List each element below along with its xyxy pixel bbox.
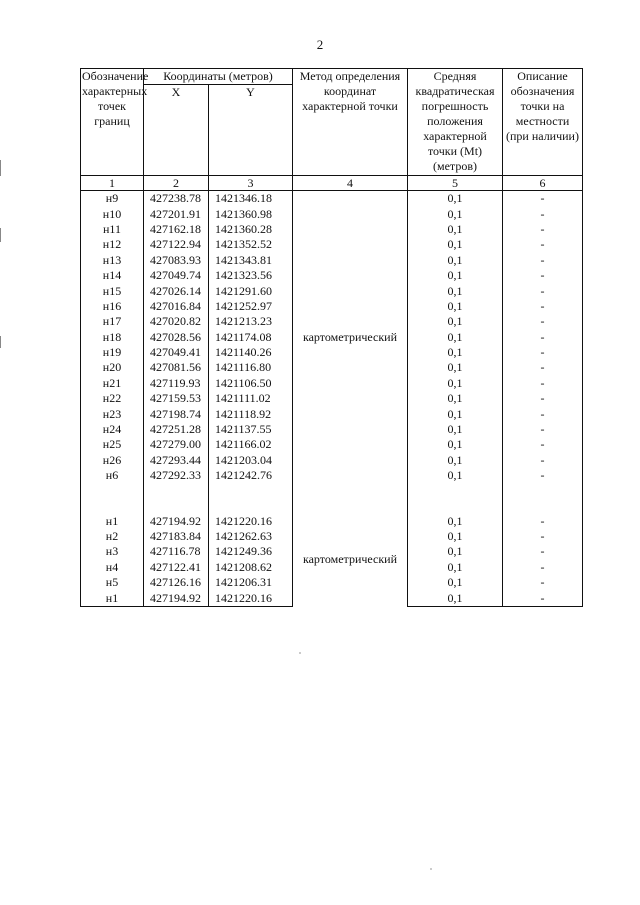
x-coordinate-cell: 427159.53 <box>144 391 209 406</box>
precision-cell: 0,1 <box>408 513 503 528</box>
x-coordinate-cell: 427251.28 <box>144 422 209 437</box>
y-coordinate-cell: 1421249.36 <box>209 544 293 559</box>
table-body <box>81 191 583 607</box>
empty-cell <box>209 483 293 513</box>
y-coordinate-cell: 1421140.26 <box>209 345 293 360</box>
description-cell: - <box>503 575 583 590</box>
scan-speck <box>430 868 432 870</box>
description-cell: - <box>503 268 583 283</box>
precision-cell: 0,1 <box>408 376 503 391</box>
x-coordinate-cell: 427194.92 <box>144 513 209 528</box>
column-number: 1 <box>81 176 144 191</box>
precision-cell: 0,1 <box>408 360 503 375</box>
description-cell: - <box>503 544 583 559</box>
point-id-cell: н15 <box>81 283 144 298</box>
description-cell: - <box>503 422 583 437</box>
y-coordinate-cell: 1421118.92 <box>209 406 293 421</box>
empty-cell <box>408 483 503 513</box>
x-coordinate-cell: 427238.78 <box>144 191 209 207</box>
empty-cell <box>144 483 209 513</box>
column-number: 3 <box>209 176 293 191</box>
y-coordinate-cell: 1421252.97 <box>209 299 293 314</box>
x-coordinate-cell: 427020.82 <box>144 314 209 329</box>
table-row <box>81 191 583 207</box>
description-cell: - <box>503 590 583 606</box>
precision-cell: 0,1 <box>408 191 503 207</box>
x-coordinate-cell: 427279.00 <box>144 437 209 452</box>
description-cell: - <box>503 391 583 406</box>
point-id-cell: н21 <box>81 376 144 391</box>
page-number: 2 <box>316 37 324 52</box>
description-cell: - <box>503 513 583 528</box>
point-id-cell: н26 <box>81 453 144 468</box>
y-coordinate-cell: 1421220.16 <box>209 513 293 528</box>
point-id-cell: н11 <box>81 222 144 237</box>
point-id-cell: н25 <box>81 437 144 452</box>
description-cell: - <box>503 529 583 544</box>
column-number: 5 <box>408 176 503 191</box>
description-cell: - <box>503 314 583 329</box>
x-coordinate-cell: 427201.91 <box>144 206 209 221</box>
precision-cell: 0,1 <box>408 437 503 452</box>
header-method: Метод определения координат характерной точки <box>293 69 408 176</box>
header-x: X <box>144 85 209 176</box>
column-number: 4 <box>293 176 408 191</box>
x-coordinate-cell: 427122.94 <box>144 237 209 252</box>
binding-margin-mark <box>0 160 1 176</box>
description-cell: - <box>503 330 583 345</box>
description-cell: - <box>503 222 583 237</box>
x-coordinate-cell: 427016.84 <box>144 299 209 314</box>
precision-cell: 0,1 <box>408 345 503 360</box>
point-id-cell: н2 <box>81 529 144 544</box>
y-coordinate-cell: 1421262.63 <box>209 529 293 544</box>
precision-cell: 0,1 <box>408 560 503 575</box>
point-id-cell: н23 <box>81 406 144 421</box>
x-coordinate-cell: 427162.18 <box>144 222 209 237</box>
empty-cell <box>503 483 583 513</box>
precision-cell: 0,1 <box>408 453 503 468</box>
table-row <box>81 513 583 528</box>
description-cell: - <box>503 453 583 468</box>
x-coordinate-cell: 427194.92 <box>144 590 209 606</box>
point-id-cell: н18 <box>81 330 144 345</box>
method-cell: картометрический <box>293 191 408 484</box>
header-description: Описание обозначения точки на местности (при наличии) <box>503 69 583 176</box>
description-cell: - <box>503 468 583 483</box>
x-coordinate-cell: 427198.74 <box>144 406 209 421</box>
precision-cell: 0,1 <box>408 544 503 559</box>
y-coordinate-cell: 1421323.56 <box>209 268 293 283</box>
y-coordinate-cell: 1421213.23 <box>209 314 293 329</box>
point-id-cell: н1 <box>81 513 144 528</box>
description-cell: - <box>503 345 583 360</box>
point-id-cell: н17 <box>81 314 144 329</box>
point-id-cell: н1 <box>81 590 144 606</box>
precision-cell: 0,1 <box>408 268 503 283</box>
description-cell: - <box>503 253 583 268</box>
empty-cell <box>293 483 408 513</box>
point-id-cell: н22 <box>81 391 144 406</box>
column-number: 2 <box>144 176 209 191</box>
precision-cell: 0,1 <box>408 391 503 406</box>
precision-cell: 0,1 <box>408 206 503 221</box>
point-id-cell: н14 <box>81 268 144 283</box>
y-coordinate-cell: 1421137.55 <box>209 422 293 437</box>
x-coordinate-cell: 427116.78 <box>144 544 209 559</box>
scan-speck <box>299 652 301 654</box>
precision-cell: 0,1 <box>408 299 503 314</box>
x-coordinate-cell: 427293.44 <box>144 453 209 468</box>
description-cell: - <box>503 360 583 375</box>
precision-cell: 0,1 <box>408 575 503 590</box>
point-id-cell: н12 <box>81 237 144 252</box>
y-coordinate-cell: 1421242.76 <box>209 468 293 483</box>
y-coordinate-cell: 1421360.28 <box>209 222 293 237</box>
precision-cell: 0,1 <box>408 222 503 237</box>
y-coordinate-cell: 1421208.62 <box>209 560 293 575</box>
point-id-cell: н16 <box>81 299 144 314</box>
description-cell: - <box>503 299 583 314</box>
x-coordinate-cell: 427122.41 <box>144 560 209 575</box>
point-id-cell: н13 <box>81 253 144 268</box>
x-coordinate-cell: 427083.93 <box>144 253 209 268</box>
y-coordinate-cell: 1421203.04 <box>209 453 293 468</box>
x-coordinate-cell: 427081.56 <box>144 360 209 375</box>
header-designation: Обозначение характерных точек границ <box>81 69 144 176</box>
precision-cell: 0,1 <box>408 283 503 298</box>
description-cell: - <box>503 376 583 391</box>
precision-cell: 0,1 <box>408 253 503 268</box>
precision-cell: 0,1 <box>408 314 503 329</box>
y-coordinate-cell: 1421352.52 <box>209 237 293 252</box>
x-coordinate-cell: 427049.41 <box>144 345 209 360</box>
precision-cell: 0,1 <box>408 406 503 421</box>
x-coordinate-cell: 427183.84 <box>144 529 209 544</box>
y-coordinate-cell: 1421206.31 <box>209 575 293 590</box>
precision-cell: 0,1 <box>408 237 503 252</box>
column-number: 6 <box>503 176 583 191</box>
point-id-cell: н3 <box>81 544 144 559</box>
point-id-cell: н4 <box>81 560 144 575</box>
y-coordinate-cell: 1421360.98 <box>209 206 293 221</box>
y-coordinate-cell: 1421106.50 <box>209 376 293 391</box>
description-cell: - <box>503 283 583 298</box>
point-id-cell: н19 <box>81 345 144 360</box>
description-cell: - <box>503 437 583 452</box>
precision-cell: 0,1 <box>408 422 503 437</box>
y-coordinate-cell: 1421291.60 <box>209 283 293 298</box>
binding-margin-mark <box>0 336 1 348</box>
boundary-points-table <box>80 68 583 607</box>
x-coordinate-cell: 427026.14 <box>144 283 209 298</box>
method-cell: картометрический <box>293 513 408 606</box>
description-cell: - <box>503 237 583 252</box>
group-spacer-row <box>81 483 583 513</box>
description-cell: - <box>503 560 583 575</box>
x-coordinate-cell: 427292.33 <box>144 468 209 483</box>
precision-cell: 0,1 <box>408 468 503 483</box>
x-coordinate-cell: 427028.56 <box>144 330 209 345</box>
y-coordinate-cell: 1421116.80 <box>209 360 293 375</box>
point-id-cell: н20 <box>81 360 144 375</box>
y-coordinate-cell: 1421343.81 <box>209 253 293 268</box>
y-coordinate-cell: 1421166.02 <box>209 437 293 452</box>
point-id-cell: н5 <box>81 575 144 590</box>
description-cell: - <box>503 406 583 421</box>
precision-cell: 0,1 <box>408 529 503 544</box>
point-id-cell: н10 <box>81 206 144 221</box>
y-coordinate-cell: 1421220.16 <box>209 590 293 606</box>
header-coordinates: Координаты (метров) <box>144 69 293 85</box>
point-id-cell: н24 <box>81 422 144 437</box>
x-coordinate-cell: 427119.93 <box>144 376 209 391</box>
point-id-cell: н6 <box>81 468 144 483</box>
point-id-cell: н9 <box>81 191 144 207</box>
y-coordinate-cell: 1421346.18 <box>209 191 293 207</box>
y-coordinate-cell: 1421111.02 <box>209 391 293 406</box>
header-precision: Средняя квадратическая погрешность положения характерной точки (Mt) (метров) <box>408 69 503 176</box>
description-cell: - <box>503 206 583 221</box>
x-coordinate-cell: 427126.16 <box>144 575 209 590</box>
precision-cell: 0,1 <box>408 590 503 606</box>
empty-cell <box>81 483 144 513</box>
description-cell: - <box>503 191 583 207</box>
x-coordinate-cell: 427049.74 <box>144 268 209 283</box>
y-coordinate-cell: 1421174.08 <box>209 330 293 345</box>
binding-margin-mark <box>0 228 1 242</box>
header-y: Y <box>209 85 293 176</box>
precision-cell: 0,1 <box>408 330 503 345</box>
